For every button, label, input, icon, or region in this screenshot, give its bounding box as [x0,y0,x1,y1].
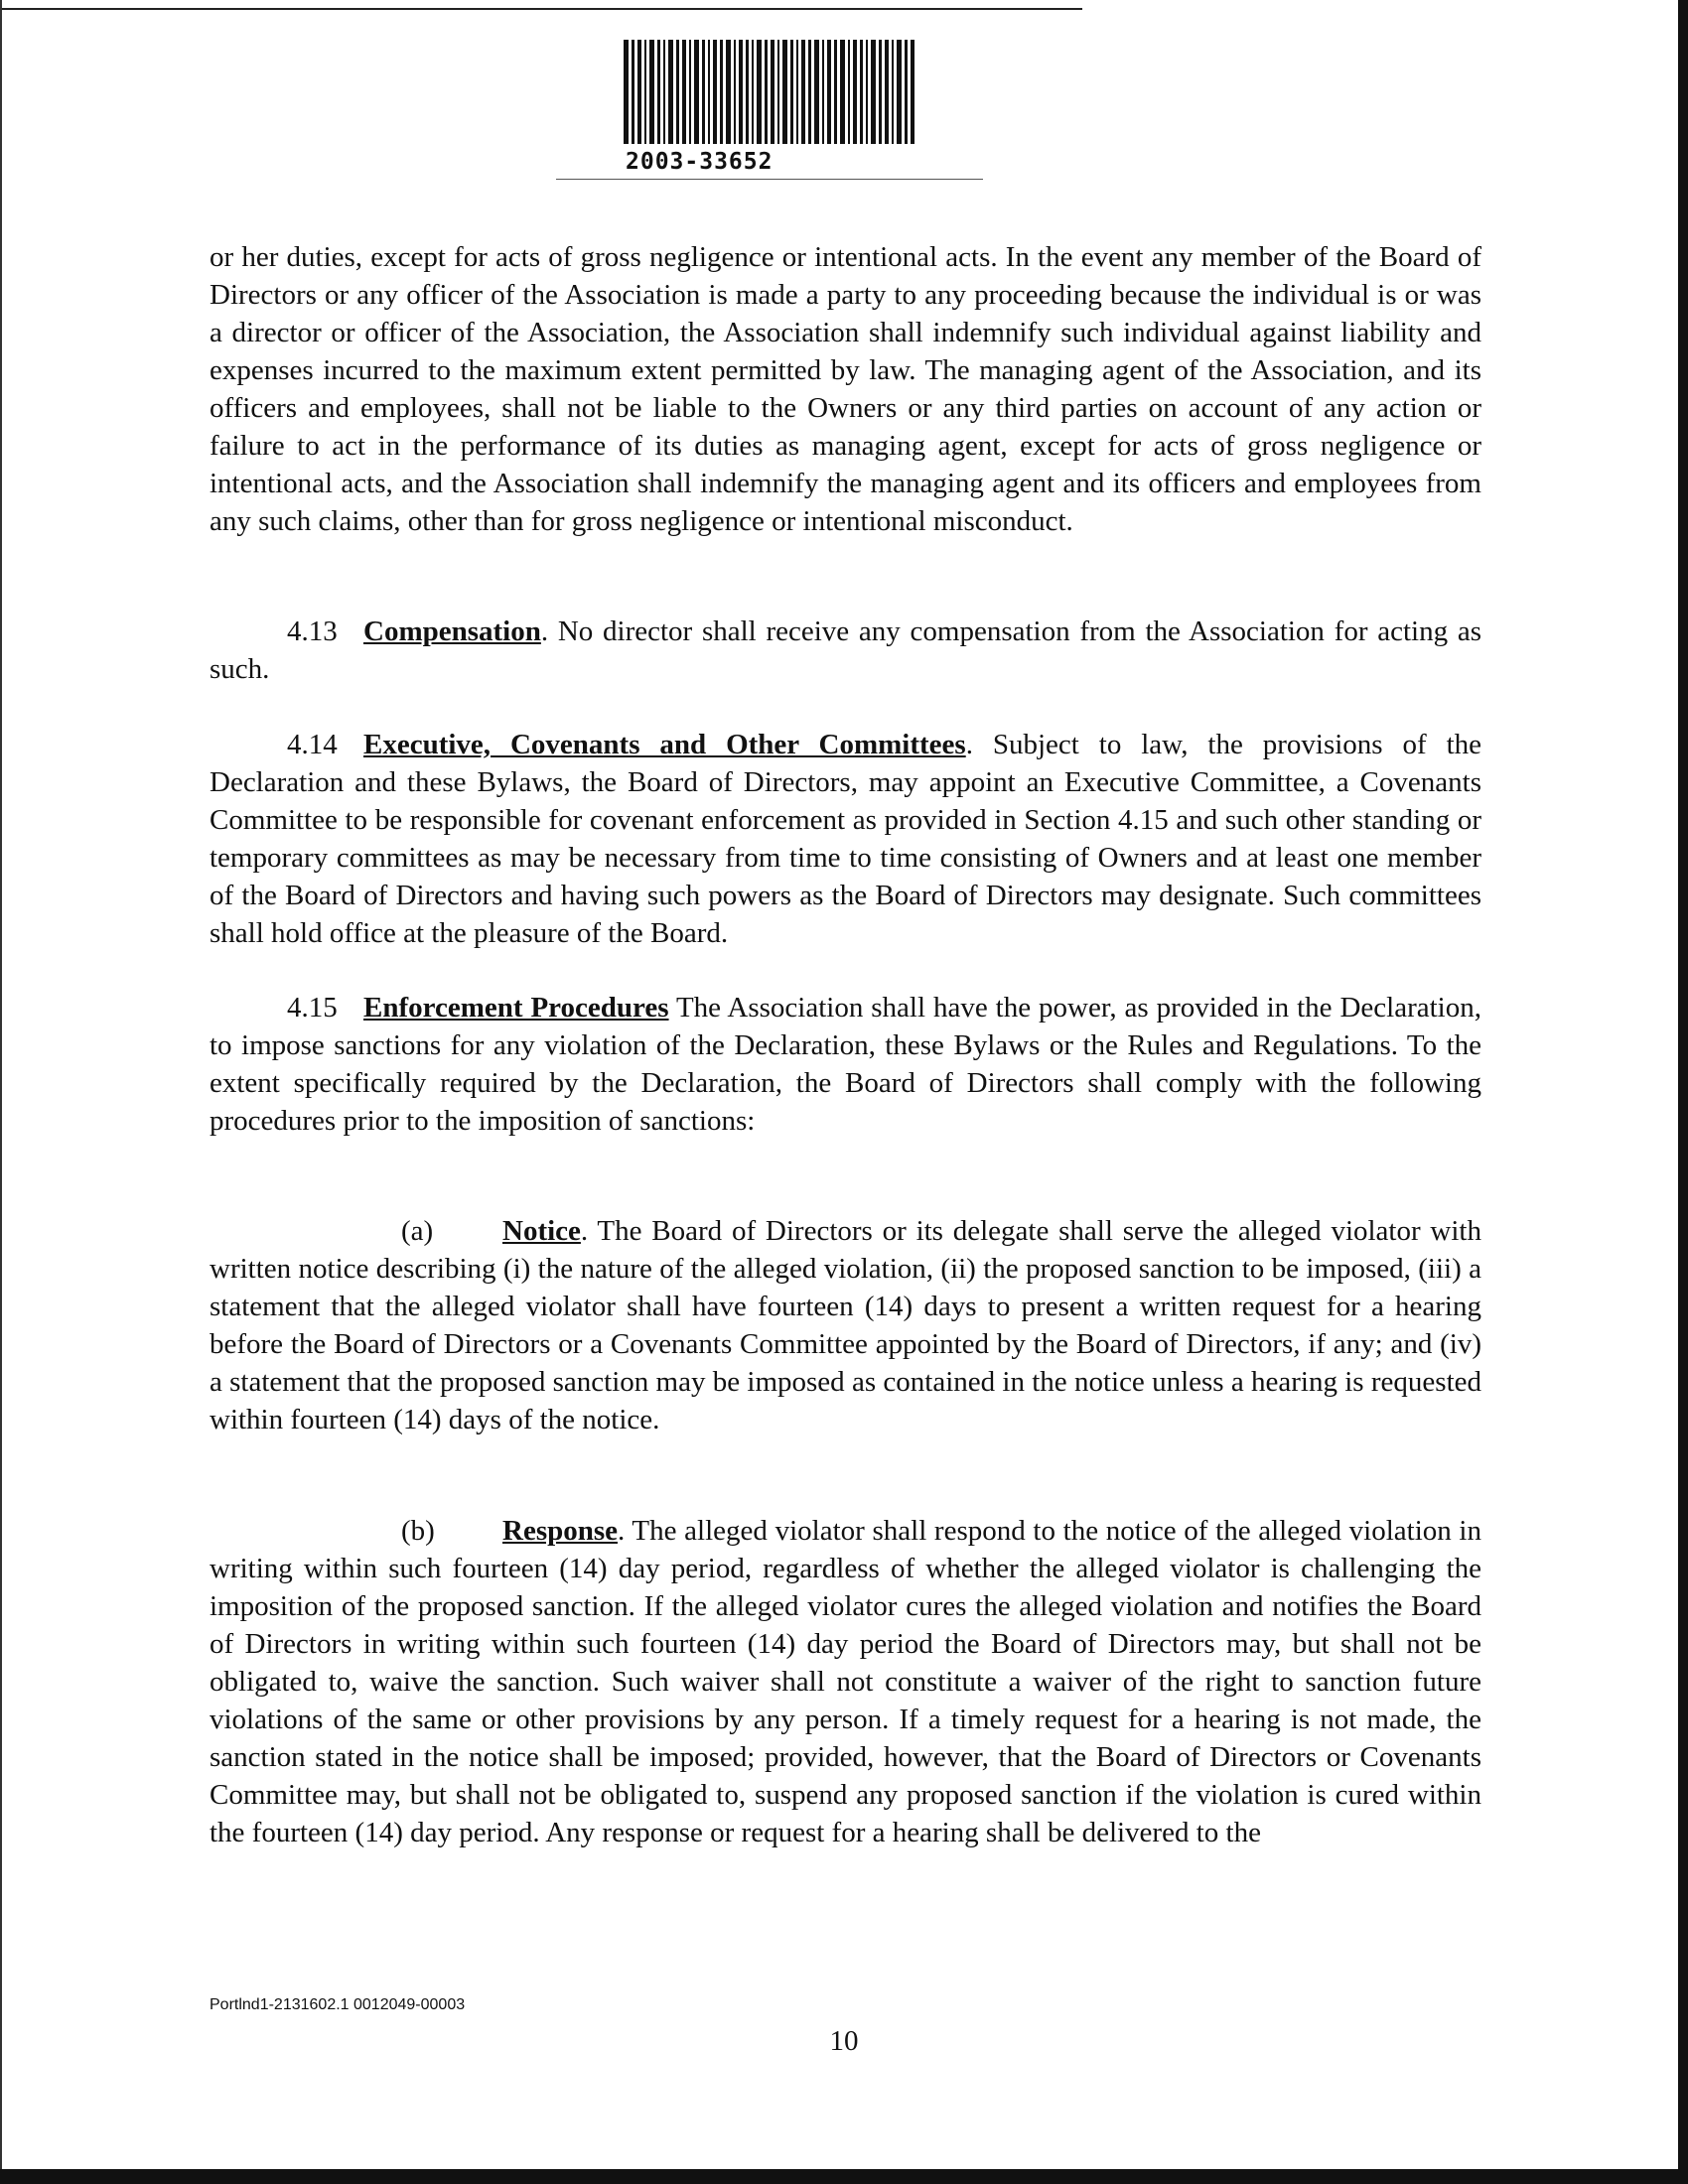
section-heading: Executive, Covenants and Other Committees [363,729,966,760]
barcode [556,40,983,189]
subsection-text: . The alleged violator shall respond to the notice of the alleged violation in writing within such fourteen (14) day period, regardless of whether the alleged violator is challenging the imposition of the proposed sanction. If the alleged violator cures the alleged violation and notifies the Board of Directors in writing within such fourteen (14) day period the Board of Directors may, but shall not be obligated to, waive the sanction. Such waiver shall not constitute a waiver of the right to sanction future violations of the same or other provisions by any person. If a timely request for a hearing is not made, the sanction stated in the notice shall be imposed; provided, however, that the Board of Directors or Covenants Committee may, but shall not be obligated to, suspend any proposed sanction if the violation is cured within the fourteen (14) day period. Any response or request for a hearing shall be delivered to the [210,1515,1481,1848]
section-4-14 [210,726,1481,952]
page-number: 10 [829,2025,859,2057]
footer-document-id: Portlnd1-2131602.1 0012049-00003 [210,1996,466,2013]
section-4-13 [210,613,1481,688]
section-heading: Compensation [363,615,541,647]
scan-edge-right [1678,0,1688,2184]
subsection-heading: Notice [502,1215,581,1247]
subsection-b-response [210,1512,1481,1851]
scan-edge-bottom [0,2169,1688,2184]
section-number: 4.14 [287,729,338,760]
subsection-text: . The Board of Directors or its delegate shall serve the alleged violator with written notice describing (i) the nature of the alleged violation, (ii) the proposed sanction to be imposed, (iii) a statement that the alleged violator shall have fourteen (14) days to present a written request for a hearing before the Board of Directors or a Covenants Committee appointed by the Board of Directors, if any; and (iv) a statement that the proposed sanction may be imposed as contained in the notice unless a hearing is requested within fourteen (14) days of the notice. [210,1215,1481,1435]
section-text: The Association shall have the power, as provided in the Declaration, to impose sanctions for any violation of the Declaration, these Bylaws or the Rules and Regulations. To the extent specifically required by the Declaration, the Board of Directors shall comply with the following procedures prior to the imposition of sanctions: [210,992,1481,1137]
subsection-label: (b) [401,1515,435,1547]
section-number: 4.15 [287,992,338,1024]
paragraph-continuation [210,238,1481,540]
subsection-a-notice [210,1212,1481,1438]
section-number: 4.13 [287,615,338,647]
subsection-label: (a) [401,1215,434,1247]
section-text: . No director shall receive any compensation from the Association for acting as such. [210,615,1481,685]
barcode-underline [556,179,983,180]
scan-edge-left [0,0,2,2184]
continuation-text: or her duties, except for acts of gross negligence or intentional acts. In the event any member of the Board of Directors or any officer of the Association is made a party to any proceeding because the individual is or was a director or officer of the Association, the Association shall indemnify such individual against liability and expenses incurred to the maximum extent permitted by law. The managing agent of the Association, and its officers and employees, shall not be liable to the Owners or any third parties on account of any action or failure to act in the performance of its duties as managing agent, except for acts of gross negligence or intentional acts, and the Association shall indemnify the managing agent and its officers and employees from any such claims, other than for gross negligence or intentional misconduct. [210,241,1481,537]
section-4-15 [210,989,1481,1140]
barcode-bars [624,40,921,151]
subsection-heading: Response [502,1515,619,1547]
scan-edge-top [0,8,1082,10]
section-heading: Enforcement Procedures [363,992,669,1024]
barcode-number: 2003-33652 [626,149,774,175]
section-text: . Subject to law, the provisions of the Declaration and these Bylaws, the Board of Directors, may appoint an Executive Committee, a Covenants Committee to be responsible for covenant enforcement as provided in Section 4.15 and such other standing or temporary committees as may be necessary from time to time consisting of Owners and at least one member of the Board of Directors and having such powers as the Board of Directors may designate. Such committees shall hold office at the pleasure of the Board. [210,729,1481,949]
